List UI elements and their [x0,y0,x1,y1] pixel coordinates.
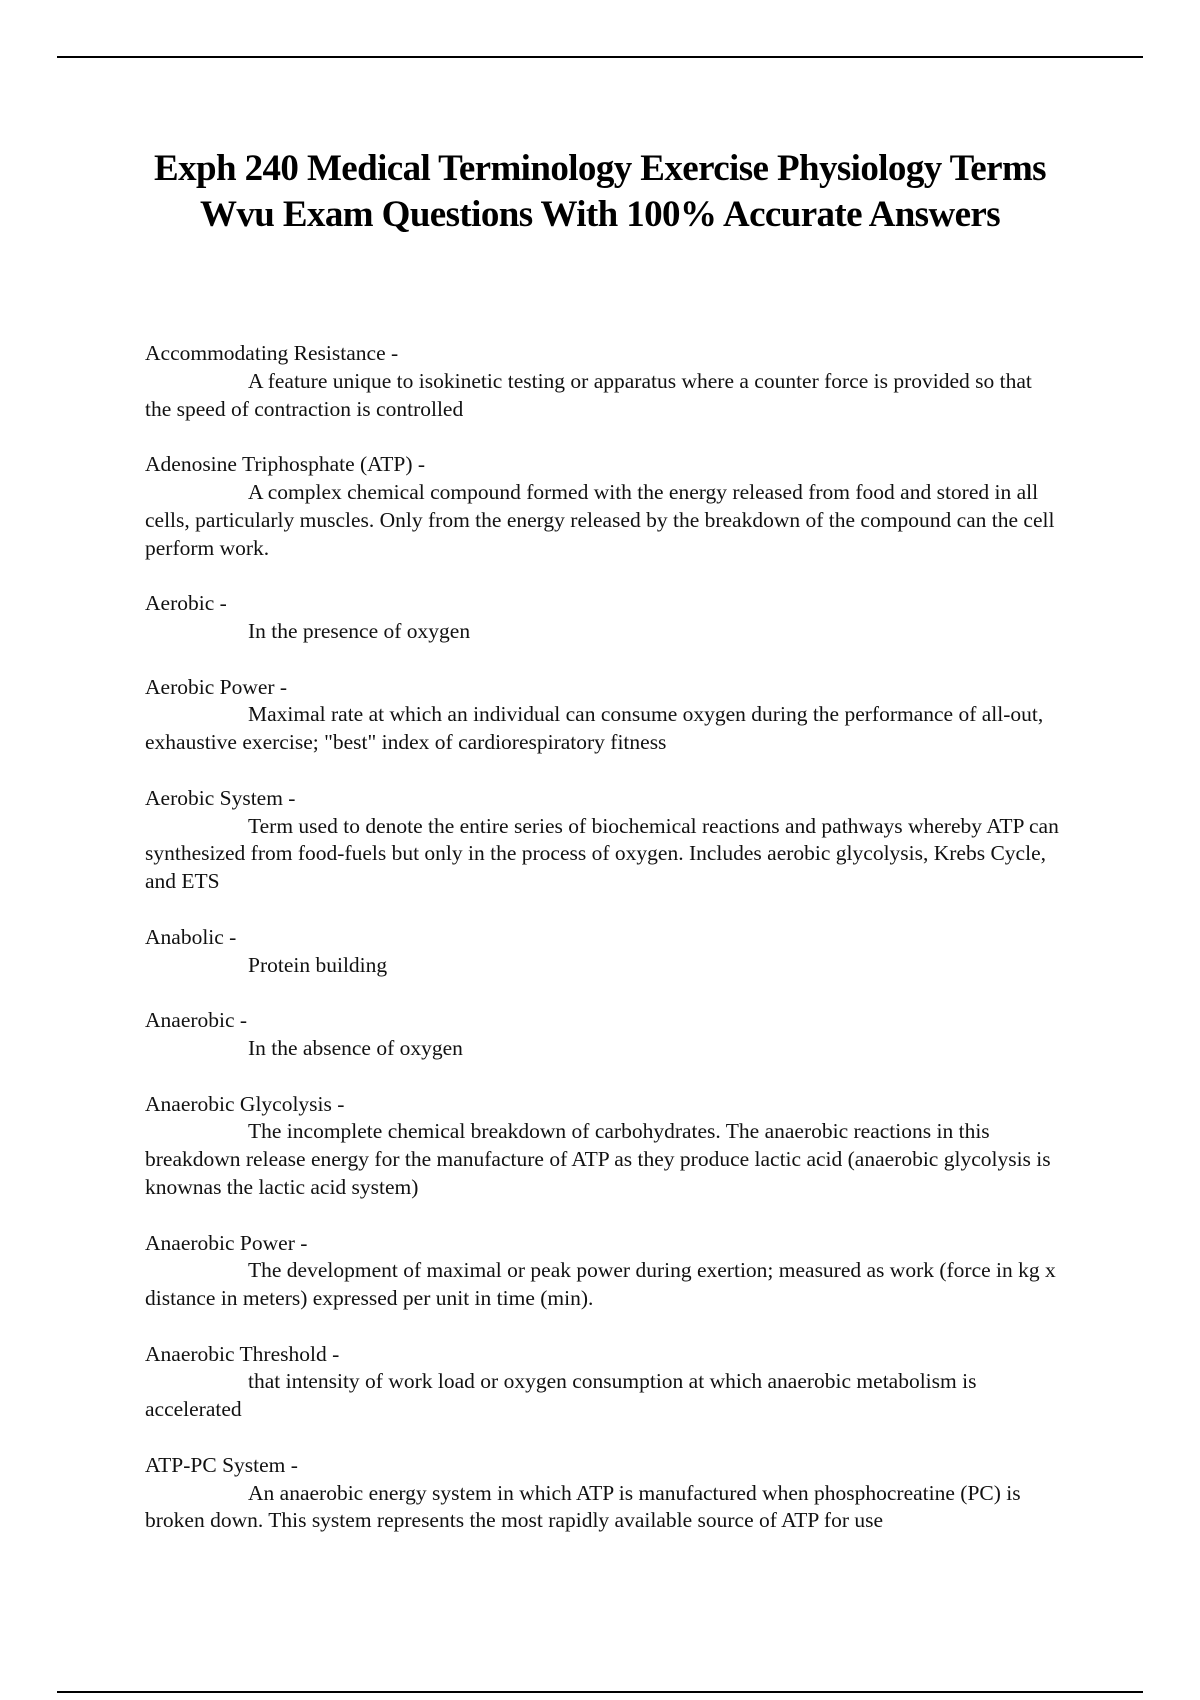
entry-term: Adenosine Triphosphate (ATP) - [145,452,426,477]
entry-definition: Maximal rate at which an individual can consume oxygen during the performance of all-out, exhaustive exercise; "best" index of cardiorespiratory fitness [145,702,1044,755]
glossary-entry [145,674,1060,757]
glossary-entry [145,451,1060,562]
entry-term: Anaerobic Threshold - [145,1341,340,1366]
entry-definition: Protein building [248,952,388,977]
top-rule [57,56,1143,58]
entry-term: ATP-PC System - [145,1452,298,1477]
glossary-entry [145,1341,1060,1424]
entry-term: Aerobic Power - [145,674,288,699]
entry-definition: A feature unique to isokinetic testing or apparatus where a counter force is provided so that the speed of contraction is controlled [145,368,1032,421]
entry-term: Aerobic System - [145,785,296,810]
entry-definition: An anaerobic energy system in which ATP is manufactured when phosphocreatine (PC) is broken down. This system represents the most rapidly available source of ATP for use [145,1480,1021,1533]
glossary-entry [145,340,1060,423]
glossary-entry [145,1007,1060,1063]
entry-term: Accommodating Resistance - [145,341,399,365]
entry-term: Aerobic - [145,591,227,616]
entry-definition: that intensity of work load or oxygen consumption at which anaerobic metabolism is accelerated [145,1369,977,1422]
glossary-entry [145,1091,1060,1202]
bottom-rule [57,1691,1143,1693]
entry-definition: In the presence of oxygen [248,618,471,643]
entry-definition: The incomplete chemical breakdown of carbohydrates. The anaerobic reactions in this breakdown release energy for the manufacture of ATP as they produce lactic acid (anaerobic glycolysis is knownas the lactic acid system) [145,1119,1051,1199]
glossary-entry [145,924,1060,980]
entry-term: Anaerobic - [145,1008,248,1033]
entry-term: Anaerobic Glycolysis - [145,1091,345,1116]
glossary-entries [145,340,1060,1563]
entry-term: Anaerobic Power - [145,1230,308,1255]
glossary-entry [145,1230,1060,1313]
glossary-entry [145,785,1060,896]
entry-definition: A complex chemical compound formed with the energy released from food and stored in all cells, particularly muscles. Only from the energy released by the breakdown of the compound can the cell perform work. [145,479,1055,560]
document-title: Exph 240 Medical Terminology Exercise Physiology Terms Wvu Exam Questions With 100% Accurate Answers [154,148,1046,235]
glossary-entry [145,1452,1060,1535]
glossary-entry [145,590,1060,646]
entry-definition: Term used to denote the entire series of biochemical reactions and pathways whereby ATP can synthesized from food-fuels but only in the process of oxygen. Includes aerobic glycolysis, Krebs Cycle, and ETS [145,813,1059,894]
entry-definition: In the absence of oxygen [248,1035,463,1060]
entry-term: Anabolic - [145,924,237,949]
entry-definition: The development of maximal or peak power during exertion; measured as work (force in kg x distance in meters) expressed per unit in time (min). [145,1258,1056,1311]
